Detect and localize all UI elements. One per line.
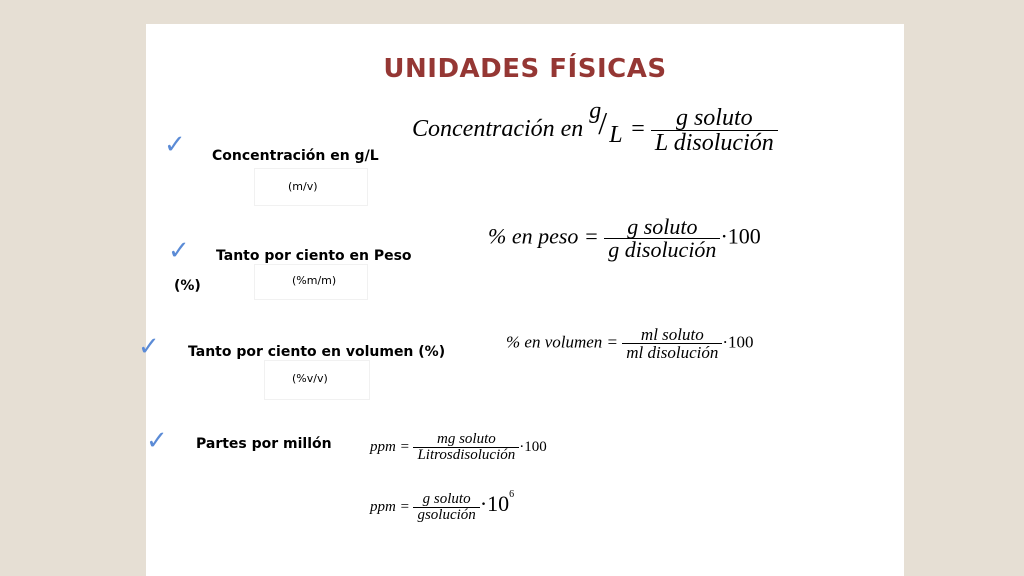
formula-denominator: L disolución (654, 130, 774, 156)
formula-lhs-den: L (609, 121, 623, 148)
sub-volumen: (%v/v) (292, 372, 328, 385)
check-icon: ✓ (138, 332, 160, 362)
slide (138, 24, 904, 576)
formula-lhs: % en volumen = (506, 332, 619, 352)
check-icon: ✓ (168, 236, 190, 266)
formula-denominator: gsolución (417, 507, 476, 524)
formula-concentracion: Concentración en g / L = $\frac{\text{g soluto}}{\text{L disolución}}$ (412, 106, 778, 155)
label-peso-tail: (%) (174, 278, 201, 294)
formula-lhs-num: g (589, 97, 602, 124)
formula-numerator: g soluto (604, 216, 720, 239)
formula-tail: ·100 (722, 332, 754, 352)
formula-lhs: % en peso = (488, 223, 599, 249)
sub-peso: (%m/m) (292, 274, 337, 287)
formula-numerator: mg soluto (413, 432, 519, 448)
check-icon: ✓ (146, 426, 168, 456)
label-ppm: Partes por millón (196, 436, 332, 452)
formula-exponent: 6 (509, 489, 515, 500)
label-peso: Tanto por ciento en Peso (216, 248, 412, 264)
label-volumen: Tanto por ciento en volumen (%) (188, 344, 446, 360)
formula-lhs: Concentración en (412, 116, 590, 143)
formula-volumen (506, 326, 754, 361)
formula-numerator: ml soluto (622, 326, 722, 344)
formula-denominator: Litrosdisolución (417, 447, 516, 463)
formula-tail: ·10 (479, 491, 510, 516)
formula-lhs: ppm = (370, 438, 410, 455)
formula-tail: ·100 (519, 438, 547, 455)
formula-tail: ·100 (720, 223, 761, 249)
formula-denominator: g disolución (608, 237, 717, 262)
formula-ppm-1 (370, 432, 547, 463)
sub-concentracion: (m/v) (288, 180, 318, 193)
formula-numerator: g soluto (651, 106, 778, 131)
formula-eq: = (631, 116, 645, 143)
formula-lhs: ppm = (370, 499, 410, 515)
label-concentracion: Concentración en g/L (212, 148, 379, 164)
formula-ppm-2 (370, 490, 514, 523)
formula-numerator: g soluto (413, 492, 479, 508)
formula-denominator: ml disolución (626, 343, 719, 362)
check-icon: ✓ (164, 130, 186, 160)
formula-peso (488, 216, 761, 261)
slide-title: UNIDADES FÍSICAS (383, 54, 667, 84)
